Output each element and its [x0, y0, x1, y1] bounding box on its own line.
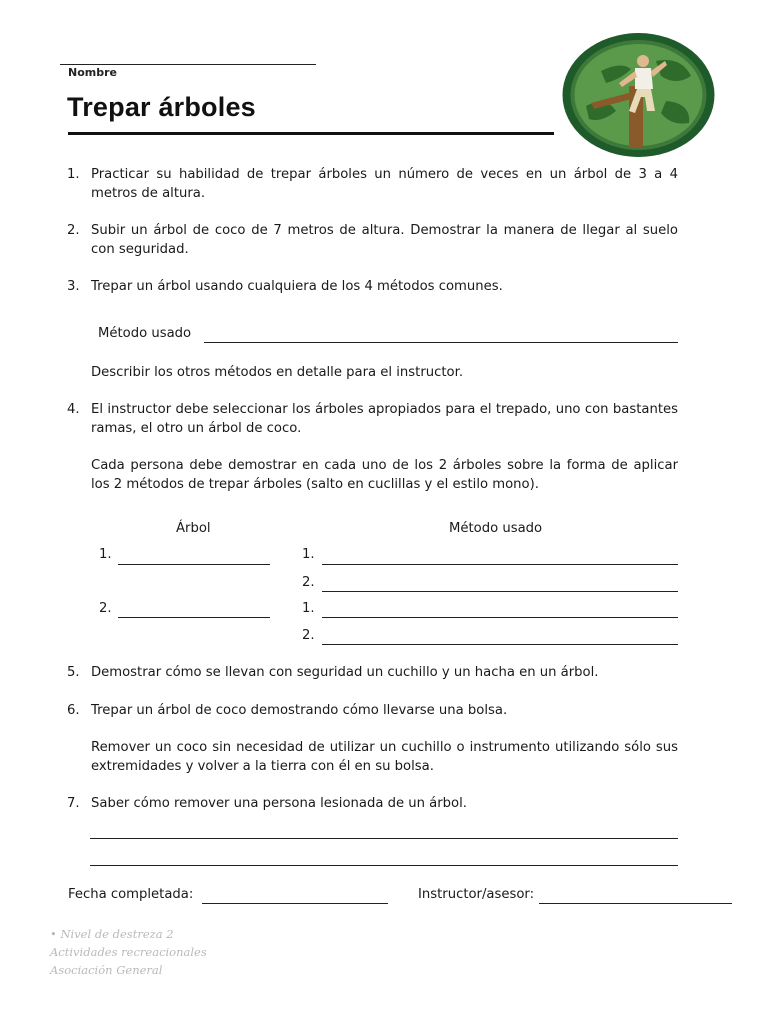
method-2a-number: 1.	[302, 601, 315, 616]
date-completed-label: Fecha completada:	[68, 887, 194, 902]
method-used-line[interactable]	[204, 342, 678, 343]
req-2-text: Subir un árbol de coco de 7 metros de altura. Demostrar la manera de llegar al suelo con seguridad.	[91, 223, 678, 257]
req-6-number: 6.	[67, 703, 80, 718]
req-6-text: Trepar un árbol de coco demostrando cómo llevarse una bolsa.	[91, 703, 508, 718]
method-2b-number: 2.	[302, 628, 315, 643]
method-used-label: Método usado	[98, 326, 192, 341]
skill-level-note: • Nivel de destreza 2	[50, 927, 174, 941]
req-2-number: 2.	[67, 223, 80, 238]
tree-1-number: 1.	[99, 547, 112, 562]
describe-methods-text: Describir los otros métodos en detalle para el instructor.	[91, 365, 464, 380]
req-5-text: Demostrar cómo se llevan con seguridad un cuchillo y un hacha en un árbol.	[91, 665, 599, 680]
method-1a-line[interactable]	[322, 564, 678, 565]
req-5-number: 5.	[67, 665, 80, 680]
page-title: Trepar árboles	[67, 92, 256, 122]
method-2b-line[interactable]	[322, 644, 678, 645]
req-1-number: 1.	[67, 167, 80, 182]
date-completed-line[interactable]	[202, 903, 388, 904]
req-7-number: 7.	[67, 796, 80, 811]
method-1b-number: 2.	[302, 575, 315, 590]
answer-line-1[interactable]	[90, 838, 678, 839]
instructor-line[interactable]	[539, 903, 732, 904]
instructor-label: Instructor/asesor:	[418, 887, 535, 902]
method-2a-line[interactable]	[322, 617, 678, 618]
req-3-number: 3.	[67, 279, 80, 294]
name-label: Nombre	[68, 66, 117, 79]
category-note: Actividades recreacionales	[50, 945, 207, 959]
tree-2-line[interactable]	[118, 617, 270, 618]
tree-2-number: 2.	[99, 601, 112, 616]
req-3-text: Trepar un árbol usando cualquiera de los 4 métodos comunes.	[91, 279, 503, 294]
method-1a-number: 1.	[302, 547, 315, 562]
req-1-text: Practicar su habilidad de trepar árboles un número de veces en un árbol de 3 a 4 metros de altura.	[91, 167, 678, 201]
req-6-paragraph: Remover un coco sin necesidad de utilizar un cuchillo o instrumento utilizando sólo sus extremidades y volver a la tierra con él en su bolsa.	[91, 740, 678, 774]
req-7-text: Saber cómo remover una persona lesionada de un árbol.	[91, 796, 467, 811]
title-underline	[68, 132, 554, 135]
method-1b-line[interactable]	[322, 591, 678, 592]
tree-column-header: Árbol	[176, 521, 211, 536]
method-column-header: Método usado	[449, 521, 543, 536]
req-4-text: El instructor debe seleccionar los árboles apropiados para el trepado, uno con bastantes ramas, el otro un árbol de coco.	[91, 402, 678, 436]
answer-line-2[interactable]	[90, 865, 678, 866]
req-4-paragraph: Cada persona debe demostrar en cada uno de los 2 árboles sobre la forma de aplicar los 2 métodos de trepar árboles (salto en cuclillas y el estilo mono).	[91, 458, 678, 492]
tree-climber-badge-icon	[561, 31, 716, 159]
req-4-number: 4.	[67, 402, 80, 417]
organization-note: Asociación General	[50, 963, 163, 977]
name-line[interactable]	[60, 64, 316, 65]
tree-1-line[interactable]	[118, 564, 270, 565]
